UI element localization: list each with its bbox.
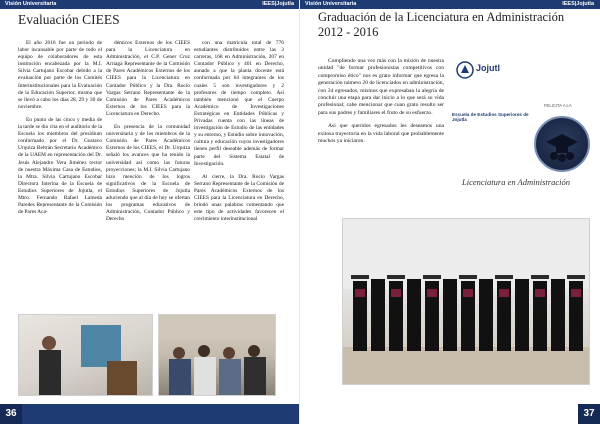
left-page-number: 36: [0, 404, 22, 424]
left-column-3: [194, 40, 284, 229]
logo-wordmark: Jojutl: [476, 63, 500, 73]
photo-speaker-at-podium: [18, 314, 153, 396]
logo-school-name: Escuela de Estudios Superiores de Jojutla: [452, 112, 529, 123]
right-header-bar: [300, 0, 600, 9]
graduation-badge: [534, 116, 590, 172]
left-column-1: [18, 40, 102, 222]
logo-script-text: Licenciatura en Administración: [462, 177, 570, 187]
photo-graduates-group: [342, 218, 590, 385]
left-header-bar: [0, 0, 300, 9]
left-article-title: Evaluación CIEES: [18, 12, 120, 27]
col3-paragraph-1: con una matrícula total de 776 estudiantes distribuidos entre las 3 carreras, 168 en Administración, 207 en Contador Público y 401 en Derecho, aunado a que la planta docente está conformada por 64 integrantes de los cuales 5 son investigadores y 2 profesores de tiempo completo. Así también mencionó que el Cuerpo Académico de Investigaciones Estratégicas en Entidades Públicas y Privadas cuenta con las líneas de investigación de Estudio de las entidades y su entorno, y Estudio sobre innovación, cultura y educación cuyos investigadores tienen perfil deseable además de formar parte del Sistema Estatal de Investigación.: [194, 40, 284, 167]
left-header-publication: Visión Universitaria: [5, 1, 57, 7]
left-column-2: [106, 40, 190, 229]
photo-audience: [158, 314, 276, 396]
graduation-cap-icon: [536, 118, 588, 170]
col3-paragraph-2: Al cierre, la Dra. Rocío Vargas Serrano Representante de la Comisión de Pares Académicos Externos de los CIEES para la Licenciatura en Derecho, brindó unas palabras comentando que este tipo de actividades favorecen el crecimiento interinstitucional: [194, 173, 284, 223]
right-body-column: [318, 58, 444, 151]
logo-felicita-text: FELICITA A LA: [544, 103, 572, 108]
right-header-institution: IEES|Jojutla: [562, 1, 594, 7]
col2-paragraph-2: En presencia de la comunidad universitaria y de los miembros de la Comisión de Pares Académicos Externos de los CIEES, el Dr. Urquiza señaló los avances que ha tenido la universidad así como las futuras proyecciones; la M.I. Silvia Cartujano hizo mención de los logros significativos de la Escuela de Estudios Superiores de Jojutla aduciendo que al día de hoy se ofertan los programas educativos de Administración, Contador Público y Derecho: [106, 124, 190, 223]
right-paragraph-2: Así que queridos egresados les deseamos una exitosa trayectoria en la vida laboral que probablemente muchos ya iniciaron.: [318, 123, 444, 145]
right-page-number: 37: [578, 404, 600, 424]
col1-paragraph-1: El año 2016 fue un periodo de labor incansable por parte de todo el equipo de colaboradores de esta institución encabezada por la M.I. Silvia Cartujano Escobar debido a la evaluación por parte de los Comités Interinstitucionales para la Evaluación de la Educación Superior, misma que se llevó a cabo los días 28, 29 y 30 de noviembre.: [18, 40, 102, 110]
col2-paragraph-1: démicos Externos de los CIEES para la Licenciatura en Administración, el C.P. Gener Cruz Arriaga Representante de la Comisión de Pares Académicos Externos de los CIEES para la Licenciatura en Contador Público y la Dra. Rocío Vargas Serrano Representante de la Comisión de Pares Académicos Externos de los CIEES para la Licenciatura en Derecho.: [106, 40, 190, 117]
right-article-title: Graduación de la Licenciatura en Administración 2012 - 2016: [318, 10, 565, 39]
col1-paragraph-2: En punto de las cinco y media de la tarde se dio cita en el auditorio de la Escuela los miembros del presídium conformado por el Dr. Gustavo Urquiza Beltrán Secretario Académico de la UAEM en representación del Dr. Jesús Alejandro Vera Jiménez rector de nuestra Máxima Casa de Estudios, la Mtra. Silvia Cartujano Escobar Directora Interina de la Escuela de Estudios Superiores de Jojutla, el Mtro. Fernando Rafael Lameda Paredes Representante de la Comisión de Pares Aca-: [18, 116, 102, 216]
right-paragraph-1: Cumpliendo una vez más con la misión de nuestra unidad "de formar profesionistas competitivos con compromiso ético" nos es grato informar que egresa la generación número 20 de licenciados en administración, con 34 egresados, mismos que expresaban la alegría de concluir una etapa para dar inicio a lo que será su vida profesional; cabe mencionar que cuan grato resulto ser para sus padres y familiares el fruto de su esfuerzo.: [318, 58, 444, 116]
left-header-institution: IEES|Jojutla: [262, 1, 294, 7]
left-footer-bar: [0, 404, 300, 424]
school-emblem-icon: [455, 60, 475, 80]
right-header-publication: Visión Universitaria: [305, 1, 357, 7]
